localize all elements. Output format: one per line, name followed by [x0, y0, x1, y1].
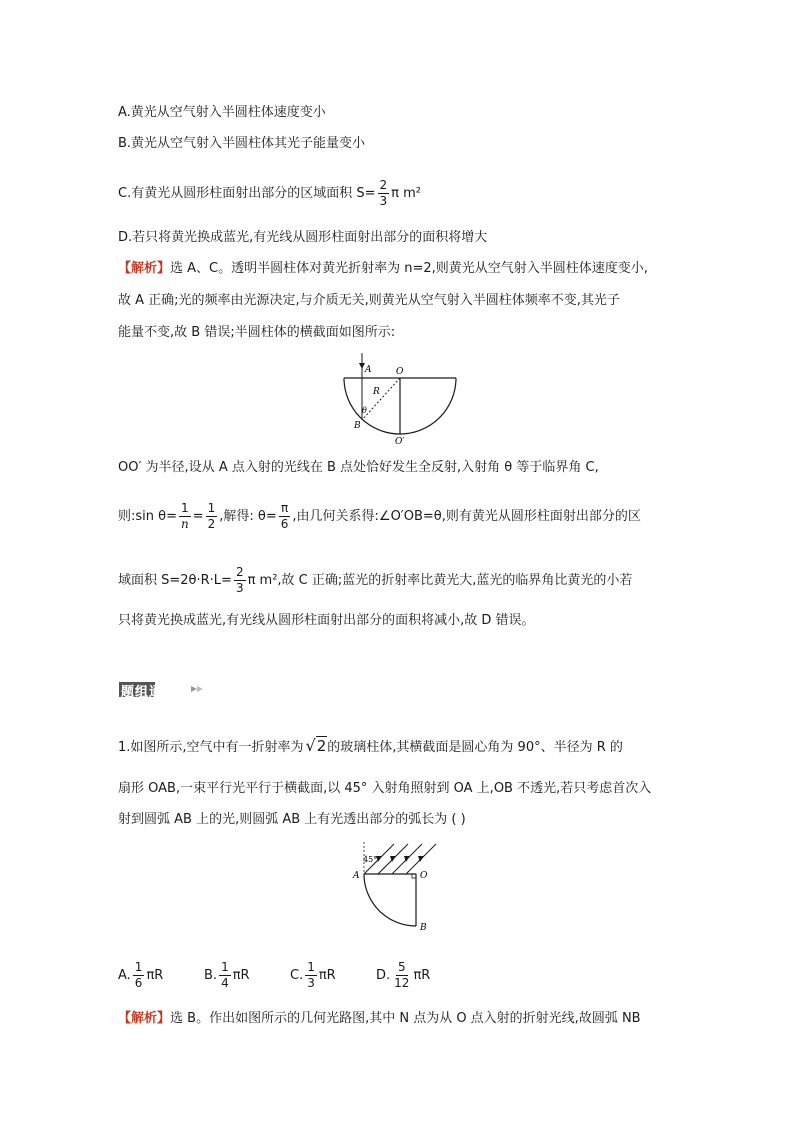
choice-suffix: πR: [318, 968, 336, 983]
half-cylinder-figure: [332, 350, 462, 448]
question-line: 射到圆弧 AB 上的光,则圆弧 AB 上有光透出部分的弧长为 ( ): [118, 812, 466, 827]
equals-sign: =: [192, 509, 204, 524]
fraction-denominator: n: [180, 517, 189, 531]
label-angle: 45°: [363, 855, 378, 864]
banner-text: 题组通关: [121, 685, 178, 700]
label-theta: θ: [362, 406, 367, 415]
analysis-text: π m²,故 C 正确;蓝光的折射率比黄光大,蓝光的临界角比黄光的小若: [247, 573, 633, 588]
label-a: A: [365, 365, 372, 375]
analysis-line: 能量不变,故 B 错误;半圆柱体的横截面如图所示:: [118, 325, 396, 340]
fraction: [206, 501, 218, 532]
analysis-line: [118, 1010, 641, 1028]
analysis-line: 只将黄光换成蓝光,有光线从圆形柱面射出部分的面积将减小,故 D 错误。: [118, 613, 535, 628]
fraction-numerator: 5: [397, 960, 406, 974]
fraction-denominator: 3: [235, 581, 244, 595]
option-c: [118, 178, 421, 209]
fraction: [378, 178, 390, 209]
label-b: B: [420, 923, 427, 932]
fraction-denominator: 4: [221, 976, 229, 990]
fraction-numerator: 2: [379, 178, 388, 192]
option-c-unit: π m²: [391, 186, 421, 201]
analysis-text: 选 B。作出如图所示的几何光路图,其中 N 点为从 O 点入射的折射光线,故圆弧 NB: [170, 1011, 641, 1026]
analysis-text: 则:sin θ=: [118, 509, 177, 524]
choice-letter: D.: [376, 968, 391, 983]
label-a: A: [353, 871, 360, 881]
fraction-numerator: 1: [221, 960, 229, 974]
analysis-line: [118, 501, 641, 532]
choice-letter: C.: [290, 968, 304, 983]
choice-letter: B.: [204, 968, 218, 983]
fraction-numerator: 2: [235, 565, 244, 579]
arc-ab: [364, 874, 416, 926]
label-r: R: [373, 387, 380, 397]
fraction: [305, 960, 317, 991]
sqrt-sign: √: [305, 736, 316, 755]
choice-suffix: πR: [146, 968, 164, 983]
fraction-numerator: π: [280, 501, 289, 515]
fraction-numerator: 1: [134, 960, 143, 974]
answer-choice-c[interactable]: [290, 960, 376, 991]
fraction-denominator: 12: [394, 976, 410, 990]
analysis-tag: 【解析】: [118, 261, 171, 276]
label-o: O: [396, 367, 404, 377]
answer-row: [118, 960, 430, 991]
question-line: 扇形 OAB,一束平行光平行于横截面,以 45° 入射角照射到 OA 上,OB 不透光,若只考虑首次入: [118, 781, 652, 796]
option-d: D.若只将黄光换成蓝光,有光线从圆形柱面射出部分的面积将增大: [118, 230, 488, 245]
choice-suffix: πR: [232, 968, 250, 983]
sqrt-radicand: 2: [316, 737, 327, 755]
question-line: [118, 737, 623, 757]
question-text: 1.如图所示,空气中有一折射率为: [118, 740, 304, 755]
answer-choice-b[interactable]: [204, 960, 290, 991]
analysis-text: ,解得: θ=: [219, 509, 277, 524]
fraction-denominator: 6: [134, 976, 143, 990]
option-c-text: C.有黄光从圆形柱面射出部分的区域面积 S=: [118, 186, 376, 201]
answer-choice-a[interactable]: [118, 960, 204, 991]
analysis-line: OO′ 为半径,设从 A 点入射的光线在 B 点处恰好发生全反射,入射角 θ 等于临界角 C,: [118, 460, 599, 475]
analysis-line: [118, 565, 632, 596]
option-b: B.黄光从空气射入半圆柱体其光子能量变小: [118, 136, 366, 151]
label-o-prime: O′: [395, 437, 405, 447]
analysis-text: ,由几何关系得:∠O′OB=θ,则有黄光从圆形柱面射出部分的区: [292, 509, 641, 524]
fraction-denominator: 2: [207, 517, 216, 531]
fraction: [219, 960, 231, 991]
fraction-denominator: 3: [307, 976, 315, 990]
analysis-text: 域面积 S=2θ·R·L=: [118, 573, 232, 588]
choice-suffix: πR: [413, 968, 431, 983]
radius-ob: [362, 378, 400, 420]
fraction-numerator: 1: [207, 501, 216, 515]
fraction: [234, 565, 246, 596]
label-o: O: [420, 871, 428, 881]
fraction: [279, 501, 291, 532]
fraction: [179, 501, 191, 532]
question-text: 的玻璃柱体,其横截面是圆心角为 90°、半径为 R 的: [327, 740, 623, 755]
option-a: A.黄光从空气射入半圆柱体速度变小: [118, 105, 326, 120]
label-b: B: [354, 421, 361, 431]
fraction-denominator: 3: [379, 194, 388, 208]
quarter-circle-figure: [350, 840, 440, 932]
fraction-denominator: 6: [280, 517, 289, 531]
fraction: [392, 960, 411, 991]
choice-letter: A.: [118, 968, 131, 983]
analysis-text: 选 A、C。透明半圆柱体对黄光折射率为 n=2,则黄光从空气射入半圆柱体速度变小,: [170, 261, 648, 276]
analysis-line: [118, 260, 648, 278]
fraction-numerator: 1: [181, 501, 189, 515]
analysis-line: 故 A 正确;光的频率由光源决定,与介质无关,则黄光从空气射入半圆柱体频率不变,其光子: [118, 293, 620, 308]
analysis-tag: 【解析】: [118, 1011, 171, 1026]
fraction-numerator: 1: [307, 960, 315, 974]
answer-choice-d[interactable]: [376, 960, 430, 991]
section-banner: [119, 679, 205, 699]
fraction: [133, 960, 145, 991]
